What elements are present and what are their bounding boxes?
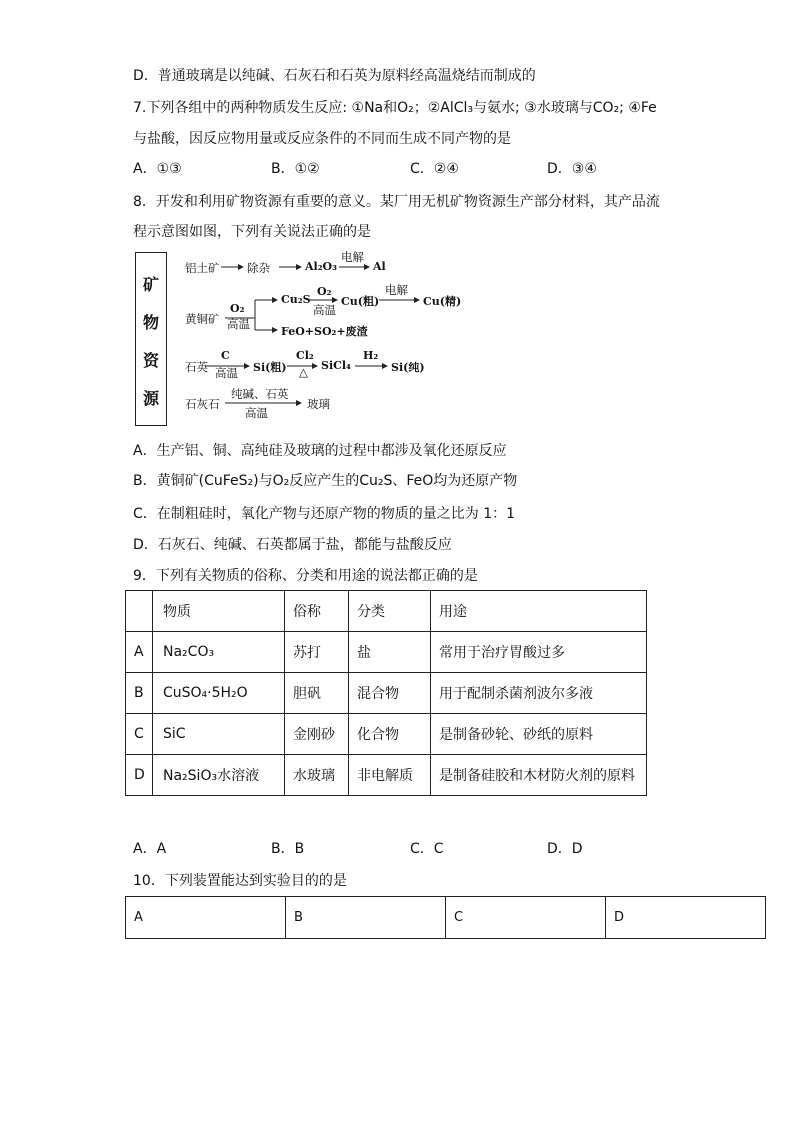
q7-option-c: C．②④	[410, 161, 459, 177]
table-cell: B	[126, 673, 153, 714]
q7-option-d: D．③④	[547, 161, 597, 177]
q8-stem-line1: 8．开发和利用矿物资源有重要的意义。某厂用无机矿物资源生产部分材料，其产品流	[133, 194, 660, 210]
table-header-cell: 用途	[431, 591, 647, 632]
table-cell: 非电解质	[349, 755, 431, 796]
q9-option-a: A．A	[133, 841, 167, 857]
high-temp-cond-1: 高温	[227, 317, 250, 331]
table-cell: 是制备硅胶和木材防火剂的原料	[431, 755, 647, 796]
q7-options	[133, 159, 693, 179]
table-header-cell: B	[286, 897, 446, 939]
q8-option-d: D．石灰石、纯碱、石英都属于盐，都能与盐酸反应	[133, 537, 452, 553]
table-cell: 金刚砂	[285, 714, 349, 755]
table-cell: 是制备砂轮、砂纸的原料	[431, 714, 647, 755]
table-row	[126, 714, 647, 755]
q8-option-c: C．在制粗硅时，氧化产物与还原产物的物质的量之比为 1：1	[133, 506, 516, 522]
q7-option-b: B．①②	[271, 161, 320, 177]
table-header-cell	[126, 591, 153, 632]
q9-option-d: D．D	[547, 841, 583, 857]
table-cell: 胆矾	[285, 673, 349, 714]
table-cell: 用于配制杀菌剂波尔多液	[431, 673, 647, 714]
box-char-2: 物	[143, 313, 160, 332]
table-header-cell: D	[606, 897, 766, 939]
table-cell: 常用于治疗胃酸过多	[431, 632, 647, 673]
al2o3-label: Al₂O₃	[305, 260, 337, 273]
q9-table	[125, 590, 647, 796]
table-cell: A	[126, 632, 153, 673]
high-temp-cond-4: 高温	[245, 406, 268, 420]
q6-option-d: D．普通玻璃是以纯碱、石灰石和石英为原料经高温烧结而制成的	[133, 68, 536, 84]
cl2-cond: Cl₂	[296, 349, 314, 362]
q8-stem-line2: 程示意图如图，下列有关说法正确的是	[133, 224, 371, 240]
pure-si: Si(纯)	[391, 361, 425, 374]
al-product: Al	[373, 260, 386, 273]
q10-table	[125, 896, 766, 939]
box-char-1: 矿	[143, 275, 160, 294]
table-cell: 混合物	[349, 673, 431, 714]
high-temp-cond-2: 高温	[313, 303, 336, 317]
table-header-row	[126, 591, 647, 632]
glass-product: 玻璃	[307, 397, 330, 411]
o2-cond-2: O₂	[317, 285, 332, 298]
q7-stem-line2: 与盐酸，因反应物用量或反应条件的不同而生成不同产物的是	[133, 131, 511, 147]
q9-option-b: B．B	[271, 841, 305, 857]
table-cell: CuSO₄·5H₂O	[153, 673, 285, 714]
table-header-cell: A	[126, 897, 286, 939]
table-row	[126, 673, 647, 714]
impurity-removal: 除杂	[247, 261, 270, 275]
q7-option-a: A．①③	[133, 161, 182, 177]
electrolysis-cond-1: 电解	[341, 250, 364, 264]
h2-cond: H₂	[363, 349, 379, 362]
refined-cu: Cu(精)	[423, 295, 462, 308]
table-cell: C	[126, 714, 153, 755]
table-cell: 化合物	[349, 714, 431, 755]
table-cell: 苏打	[285, 632, 349, 673]
soda-quartz-cond: 纯碱、石英	[231, 387, 289, 401]
table-header-cell: 分类	[349, 591, 431, 632]
table-cell: Na₂SiO₃水溶液	[153, 755, 285, 796]
table-header-row	[126, 897, 766, 939]
table-cell: SiC	[153, 714, 285, 755]
table-header-cell: 俗称	[285, 591, 349, 632]
limestone: 石灰石	[185, 397, 220, 411]
q8-option-b: B．黄铜矿(CuFeS₂)与O₂反应产生的Cu₂S、FeO均为还原产物	[133, 473, 518, 489]
crude-si: Si(粗)	[253, 361, 287, 374]
table-cell: 盐	[349, 632, 431, 673]
chalcopyrite: 黄铜矿	[185, 312, 220, 326]
q9-option-c: C．C	[410, 841, 444, 857]
heat-cond: △	[299, 365, 308, 379]
q10-stem: 10．下列装置能达到实验目的的是	[133, 873, 347, 889]
box-char-3: 资	[143, 351, 160, 370]
table-header-cell: C	[446, 897, 606, 939]
electrolysis-cond-2: 电解	[385, 283, 408, 297]
table-cell: D	[126, 755, 153, 796]
crude-cu: Cu(粗)	[341, 295, 380, 308]
quartz: 石英	[185, 360, 208, 374]
q7-stem-line1: 7.下列各组中的两种物质发生反应: ①Na和O₂；②AlCl₃与氨水; ③水玻璃与CO₂; ④Fe	[133, 100, 657, 116]
table-row	[126, 755, 647, 796]
q9-stem: 9．下列有关物质的俗称、分类和用途的说法都正确的是	[133, 568, 478, 584]
q8-option-a: A．生产铝、铜、高纯硅及玻璃的过程中都涉及氧化还原反应	[133, 443, 507, 459]
c-cond: C	[221, 349, 230, 362]
q9-options	[133, 839, 693, 859]
table-cell: Na₂CO₃	[153, 632, 285, 673]
table-cell: 水玻璃	[285, 755, 349, 796]
box-char-4: 源	[143, 389, 160, 408]
mineral-flowchart	[135, 250, 462, 427]
sicl4-label: SiCl₄	[321, 359, 351, 372]
cu2s-label: Cu₂S	[281, 293, 311, 306]
alumina-ore: 铝土矿	[185, 261, 220, 275]
o2-cond-1: O₂	[230, 302, 245, 315]
high-temp-cond-3: 高温	[215, 366, 238, 380]
flowchart-arrows	[135, 252, 455, 427]
feo-so2-slag: FeO+SO₂+废渣	[281, 325, 368, 338]
table-row	[126, 632, 647, 673]
table-header-cell: 物质	[153, 591, 285, 632]
